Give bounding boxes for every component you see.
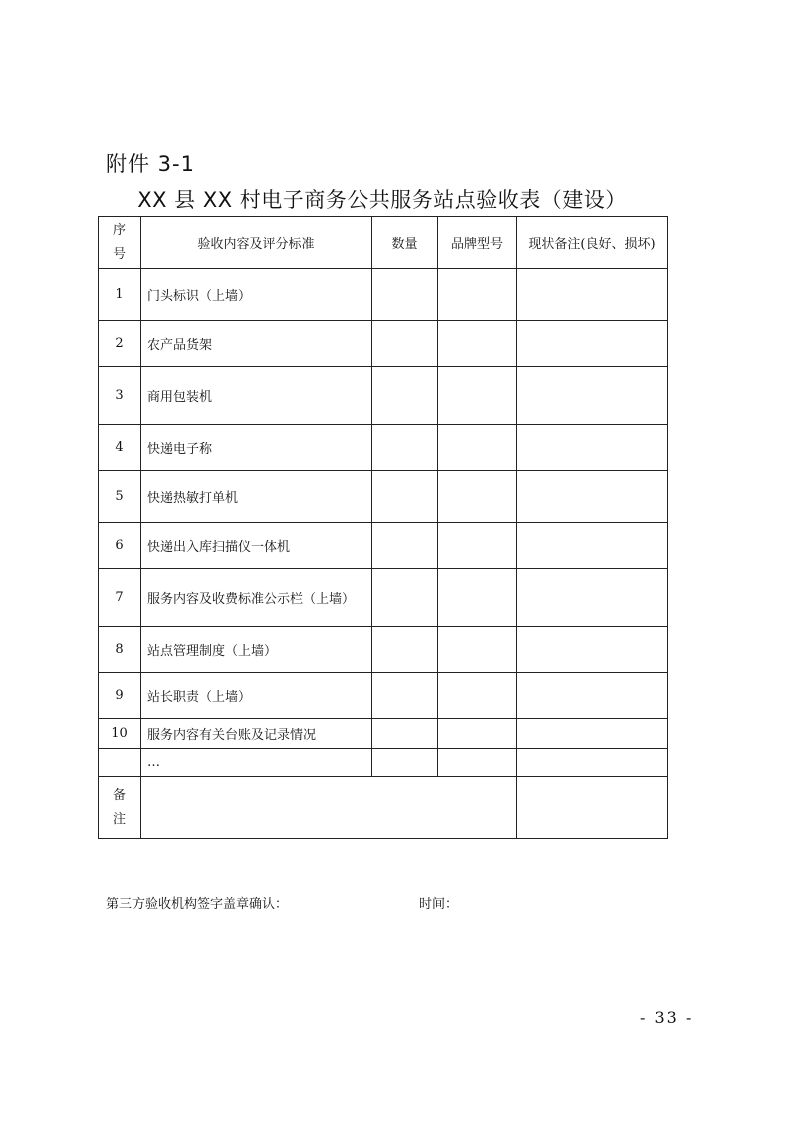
header-quantity: 数量 [372, 217, 438, 269]
row-number: 6 [99, 523, 141, 569]
header-status-remarks: 现状备注(良好、损坏) [517, 217, 668, 269]
quantity-cell[interactable] [372, 321, 438, 367]
remarks-extra-cell[interactable] [517, 777, 668, 839]
brand-cell[interactable] [438, 569, 517, 627]
row-item: … [141, 749, 372, 777]
brand-cell[interactable] [438, 321, 517, 367]
status-cell[interactable] [517, 269, 668, 321]
row-item: 站长职责（上墙） [141, 673, 372, 719]
brand-cell[interactable] [438, 523, 517, 569]
row-item: 门头标识（上墙） [141, 269, 372, 321]
header-row [99, 217, 668, 269]
brand-cell[interactable] [438, 367, 517, 425]
row-number: 1 [99, 269, 141, 321]
quantity-cell[interactable] [372, 719, 438, 749]
table-row [99, 523, 668, 569]
row-number: 2 [99, 321, 141, 367]
table-row [99, 749, 668, 777]
table-row [99, 425, 668, 471]
status-cell[interactable] [517, 719, 668, 749]
status-cell[interactable] [517, 425, 668, 471]
row-number: 9 [99, 673, 141, 719]
header-content: 验收内容及评分标准 [141, 217, 372, 269]
attachment-label: 附件 3-1 [106, 152, 195, 176]
row-number: 5 [99, 471, 141, 523]
signature-label: 第三方验收机构签字盖章确认： [106, 897, 289, 912]
row-item: 服务内容及收费标准公示栏（上墙） [141, 569, 372, 627]
row-number [99, 749, 141, 777]
status-cell[interactable] [517, 749, 668, 777]
page-number: - 33 - [640, 1008, 694, 1027]
quantity-cell[interactable] [372, 425, 438, 471]
status-cell[interactable] [517, 367, 668, 425]
row-item: 快递热敏打单机 [141, 471, 372, 523]
table-row [99, 367, 668, 425]
table-row [99, 673, 668, 719]
remarks-label: 备注 [99, 777, 141, 839]
row-number: 10 [99, 719, 141, 749]
time-label: 时间： [419, 897, 459, 912]
row-number: 4 [99, 425, 141, 471]
status-cell[interactable] [517, 523, 668, 569]
quantity-cell[interactable] [372, 367, 438, 425]
quantity-cell[interactable] [372, 749, 438, 777]
quantity-cell[interactable] [372, 673, 438, 719]
table-row [99, 719, 668, 749]
row-item: 农产品货架 [141, 321, 372, 367]
status-cell[interactable] [517, 471, 668, 523]
brand-cell[interactable] [438, 269, 517, 321]
row-number: 8 [99, 627, 141, 673]
quantity-cell[interactable] [372, 627, 438, 673]
table-row [99, 321, 668, 367]
row-item: 站点管理制度（上墙） [141, 627, 372, 673]
quantity-cell[interactable] [372, 569, 438, 627]
row-item: 快递出入库扫描仪一体机 [141, 523, 372, 569]
row-number: 7 [99, 569, 141, 627]
table-row [99, 627, 668, 673]
row-number: 3 [99, 367, 141, 425]
brand-cell[interactable] [438, 425, 517, 471]
table-row [99, 569, 668, 627]
brand-cell[interactable] [438, 673, 517, 719]
header-seq: 序号 [99, 217, 141, 269]
quantity-cell[interactable] [372, 471, 438, 523]
header-brand-model: 品牌型号 [438, 217, 517, 269]
remarks-row [99, 777, 668, 839]
row-item: 服务内容有关台账及记录情况 [141, 719, 372, 749]
table-row [99, 471, 668, 523]
brand-cell[interactable] [438, 749, 517, 777]
row-item: 商用包装机 [141, 367, 372, 425]
status-cell[interactable] [517, 321, 668, 367]
brand-cell[interactable] [438, 471, 517, 523]
quantity-cell[interactable] [372, 523, 438, 569]
quantity-cell[interactable] [372, 269, 438, 321]
status-cell[interactable] [517, 569, 668, 627]
brand-cell[interactable] [438, 719, 517, 749]
brand-cell[interactable] [438, 627, 517, 673]
page-title: XX 县 XX 村电子商务公共服务站点验收表（建设） [137, 188, 627, 212]
table-row [99, 269, 668, 321]
acceptance-table [98, 216, 668, 839]
status-cell[interactable] [517, 627, 668, 673]
remarks-input-cell[interactable] [141, 777, 517, 839]
status-cell[interactable] [517, 673, 668, 719]
row-item: 快递电子称 [141, 425, 372, 471]
